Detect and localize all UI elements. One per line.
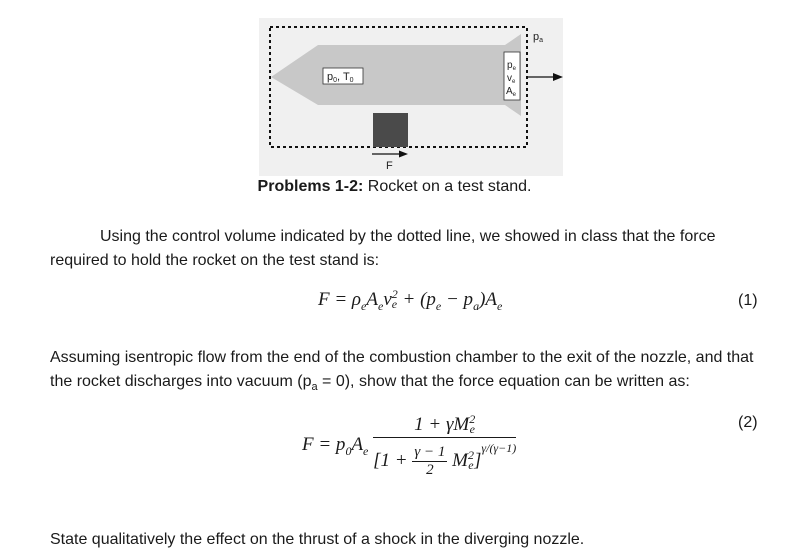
- exhaust-arrow-head: [553, 73, 563, 81]
- caption-text: Rocket on a test stand.: [363, 178, 532, 195]
- rocket-test-stand-figure: [259, 18, 563, 176]
- exit-pressure-label: $p_e$: [507, 60, 516, 72]
- rocket-body: [271, 34, 521, 116]
- figure-caption: [0, 178, 789, 196]
- caption-bold: Problems 1-2:: [257, 178, 364, 195]
- force-label: F: [386, 160, 393, 172]
- paragraph-isentropic: Assuming isentropic flow from the end of the combustion chamber to the exit of the nozzle, and that the rocket discharges into vacuum $(p_a = 0)$, show that the force equation can be written as:: [50, 349, 754, 394]
- paragraph-control-volume: Using the control volume indicated by the dotted line, we showed in class that the force required to hold the rocket on the test stand is:: [50, 228, 716, 269]
- exit-area-label: $A_e$: [506, 86, 517, 98]
- equation-1: $F = \rho_eA_ev$ 2 e + $(p_e - p_a)A_e$: [318, 287, 503, 313]
- exit-velocity-label: $v_e$: [507, 73, 516, 85]
- chamber-label: p0, T0: [327, 71, 354, 84]
- equation-2-fraction: 1 + γM 2 e [1 + $\frac{\gamma - 1}{2}$ M 2 e ]$^{\gamma/(\gamma-1)}$: [373, 412, 517, 479]
- ambient-pressure-label: pa: [533, 31, 544, 44]
- force-arrow-head: [399, 151, 408, 158]
- equation-1-number: (1): [738, 292, 758, 309]
- rocket-diagram: [259, 18, 563, 176]
- equation-2-number: (2): [738, 414, 758, 431]
- test-stand: [373, 113, 408, 147]
- question-shock: State qualitatively the effect on the thrust of a shock in the diverging nozzle.: [50, 531, 585, 548]
- equation-2: $F = p_0A_e$ 1 + γM 2 e [1 + $\frac{\gamma - 1}{2}$ M 2 e ]$^{\gamma/(\gamma-1)}$: [302, 412, 517, 479]
